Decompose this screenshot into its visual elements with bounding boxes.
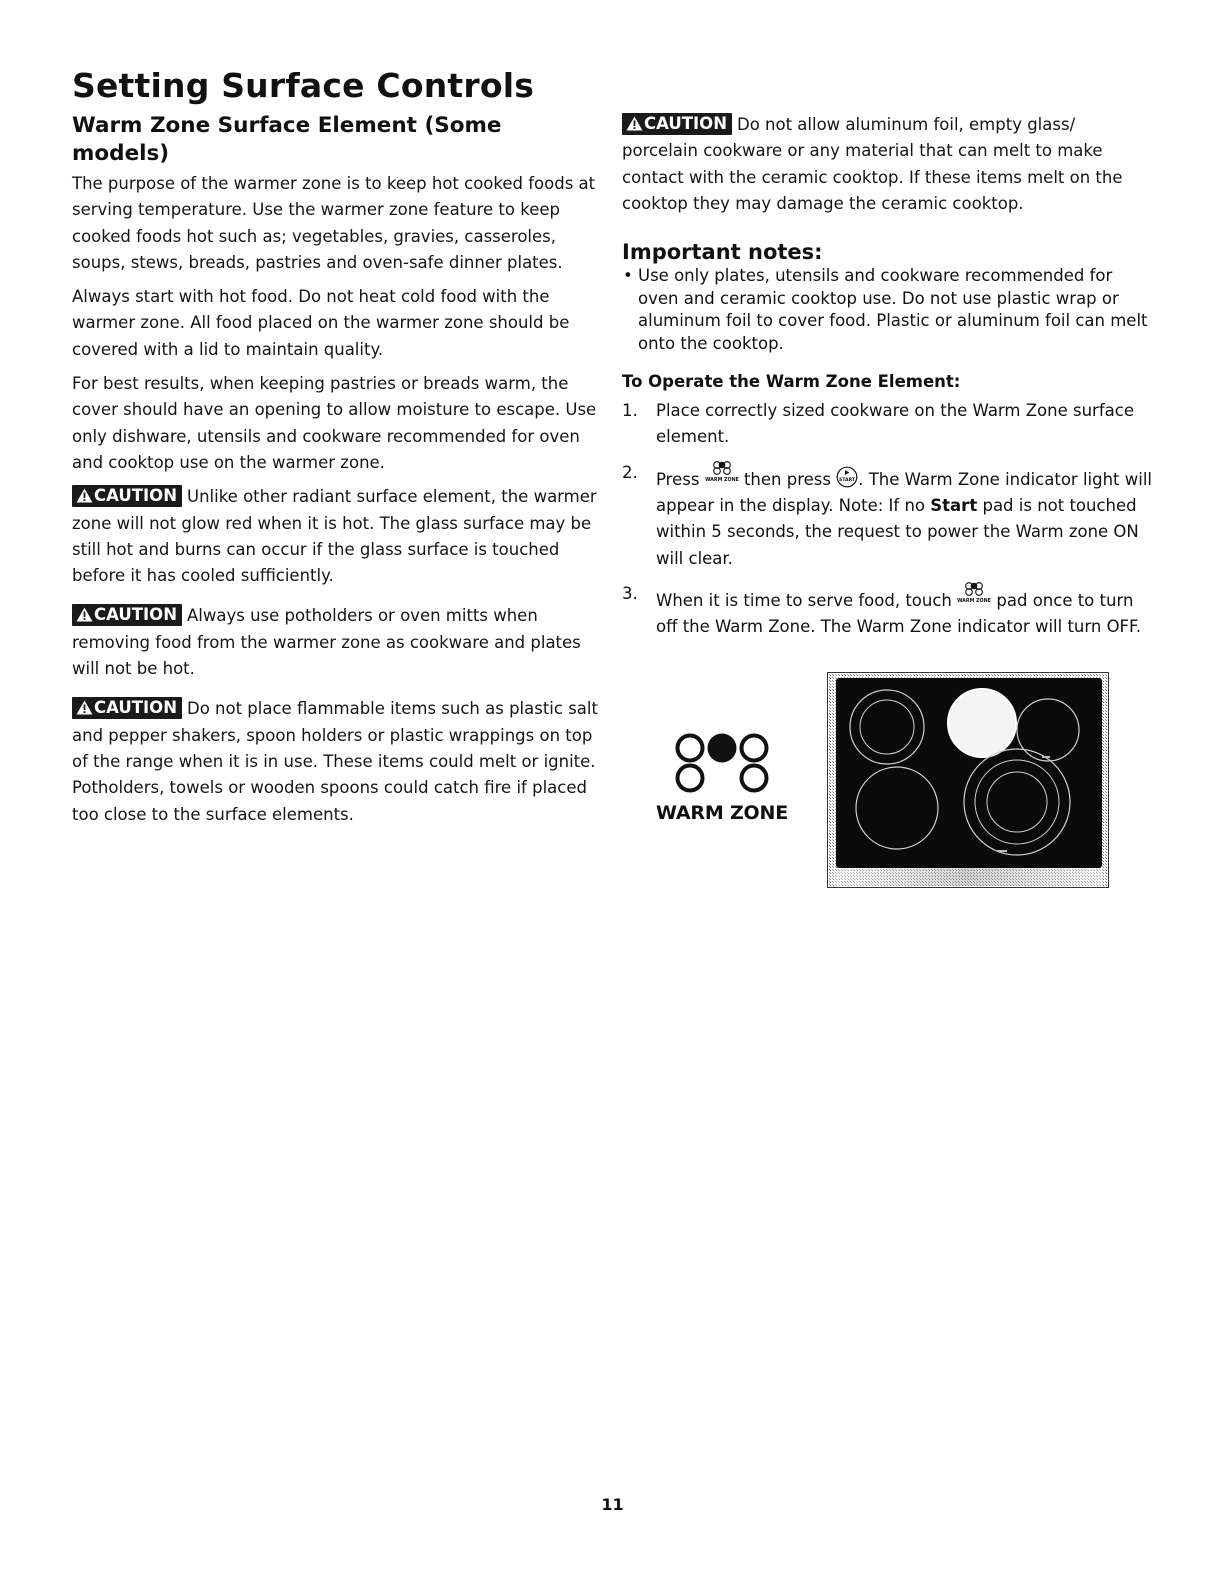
- page-title: Setting Surface Controls: [72, 66, 535, 105]
- step-text: then press: [743, 469, 831, 489]
- caution-label: CAUTION: [644, 114, 727, 133]
- important-notes-title: Important notes:: [622, 240, 823, 265]
- step-1: [622, 398, 1152, 451]
- step-text: When it is time to serve food, touch: [656, 590, 952, 610]
- list-item: [622, 265, 1152, 355]
- step-text: . The Warm Zone indicator light will appear in the display. Note: If no: [656, 469, 1153, 516]
- step-text: Place correctly sized cookware on the Warm Zone surface element.: [656, 401, 1134, 447]
- step-text: pad once to turn off the Warm Zone. The Warm Zone indicator will turn OFF.: [656, 590, 1142, 637]
- caution-text: Always use potholders or oven mitts when removing food from the warmer zone as cookware and plates will not be hot.: [72, 606, 581, 679]
- operate-title: To Operate the Warm Zone Element:: [622, 372, 961, 392]
- note-text: Use only plates, utensils and cookware recommended for oven and ceramic cooktop use. Do not use plastic wrap or aluminum foil to cover food. Plastic or aluminum foil can melt onto the cooktop.: [638, 266, 1148, 353]
- caution-badge: [72, 485, 182, 507]
- step-text: Press: [656, 469, 700, 489]
- caution-text: Unlike other radiant surface element, the warmer zone will not glow red when it is hot. The glass surface may be still hot and burns can occur if the glass surface is touched before it has cooled sufficiently.: [72, 487, 597, 586]
- caution-flammable-block: [72, 696, 602, 827]
- step-number: 2.: [622, 462, 638, 482]
- bullet-icon: •: [623, 266, 633, 286]
- caution-badge: [72, 604, 182, 626]
- caution-badge: [622, 113, 732, 135]
- warm-zone-key-icon: [705, 460, 739, 488]
- caution-potholders-block: [72, 603, 602, 682]
- caution-label: CAUTION: [94, 698, 177, 718]
- warning-triangle-icon: [76, 488, 93, 503]
- caution-label: CAUTION: [94, 486, 177, 506]
- page-number: 11: [601, 1495, 624, 1514]
- warm-zone-key-label: WARM ZONE: [704, 477, 739, 483]
- start-pad-bold: Start: [930, 496, 978, 516]
- warm-zone-label: WARM ZONE: [656, 802, 788, 824]
- step-3: [622, 581, 1152, 641]
- warm-zone-element: [948, 689, 1016, 757]
- start-key-label: START: [839, 477, 856, 483]
- warning-triangle-icon: [76, 700, 93, 715]
- warning-triangle-icon: [626, 116, 643, 131]
- best-results-paragraph: For best results, when keeping pastries or breads warm, the cover should have an opening to allow moisture to escape. Use only dishware, utensils and cookware recommended for oven and cooktop use on the warmer zone.: [72, 374, 597, 472]
- caution-text: Do not allow aluminum foil, empty glass/ porcelain cookware or any material that can melt to make contact with the ceramic cooktop. If these items melt on the cooktop they may damage the ceramic cooktop.: [622, 115, 1123, 213]
- section-subheading: Warm Zone Surface Element (Some models): [72, 113, 502, 166]
- step-text: pad is not touched within 5 seconds, the request to power the Warm zone ON will clear.: [656, 496, 1139, 568]
- warm-zone-key-label: WARM ZONE: [957, 598, 992, 604]
- warning-triangle-icon: [76, 607, 93, 622]
- step-number: 3.: [622, 583, 638, 603]
- caution-label: CAUTION: [94, 605, 177, 625]
- warm-zone-symbol-figure: [652, 730, 792, 824]
- caution-glow-block: [72, 484, 602, 589]
- hot-food-paragraph: Always start with hot food. Do not heat cold food with the warmer zone. All food placed on the warmer zone should be covered with a lid to maintain quality.: [72, 287, 570, 359]
- left-column: [72, 112, 602, 836]
- start-key-icon: [836, 466, 858, 488]
- warm-zone-key-icon: [957, 581, 991, 609]
- cooktop-illustration: [827, 672, 1109, 888]
- warm-zone-symbol-icon: [672, 730, 772, 794]
- caution-text: Do not place flammable items such as plastic salt and pepper shakers, spoon holders or plastic wrappings on top of the range when it is in use. These items could melt or ignite. Potholders, towels or wooden spoons could catch fire if placed too close to the surface elements.: [72, 699, 598, 824]
- important-notes-list: [622, 265, 1152, 355]
- purpose-paragraph: The purpose of the warmer zone is to keep hot cooked foods at serving temperature. Use the warmer zone feature to keep cooked foods hot such as; vegetables, gravies, casseroles, soups, stews, breads, pastries and oven-safe dinner plates.: [72, 174, 596, 272]
- step-2: [622, 460, 1152, 572]
- caution-badge: [72, 697, 182, 719]
- caution-foil-block: [622, 112, 1152, 217]
- step-number: 1.: [622, 401, 638, 421]
- right-column: [622, 112, 1152, 650]
